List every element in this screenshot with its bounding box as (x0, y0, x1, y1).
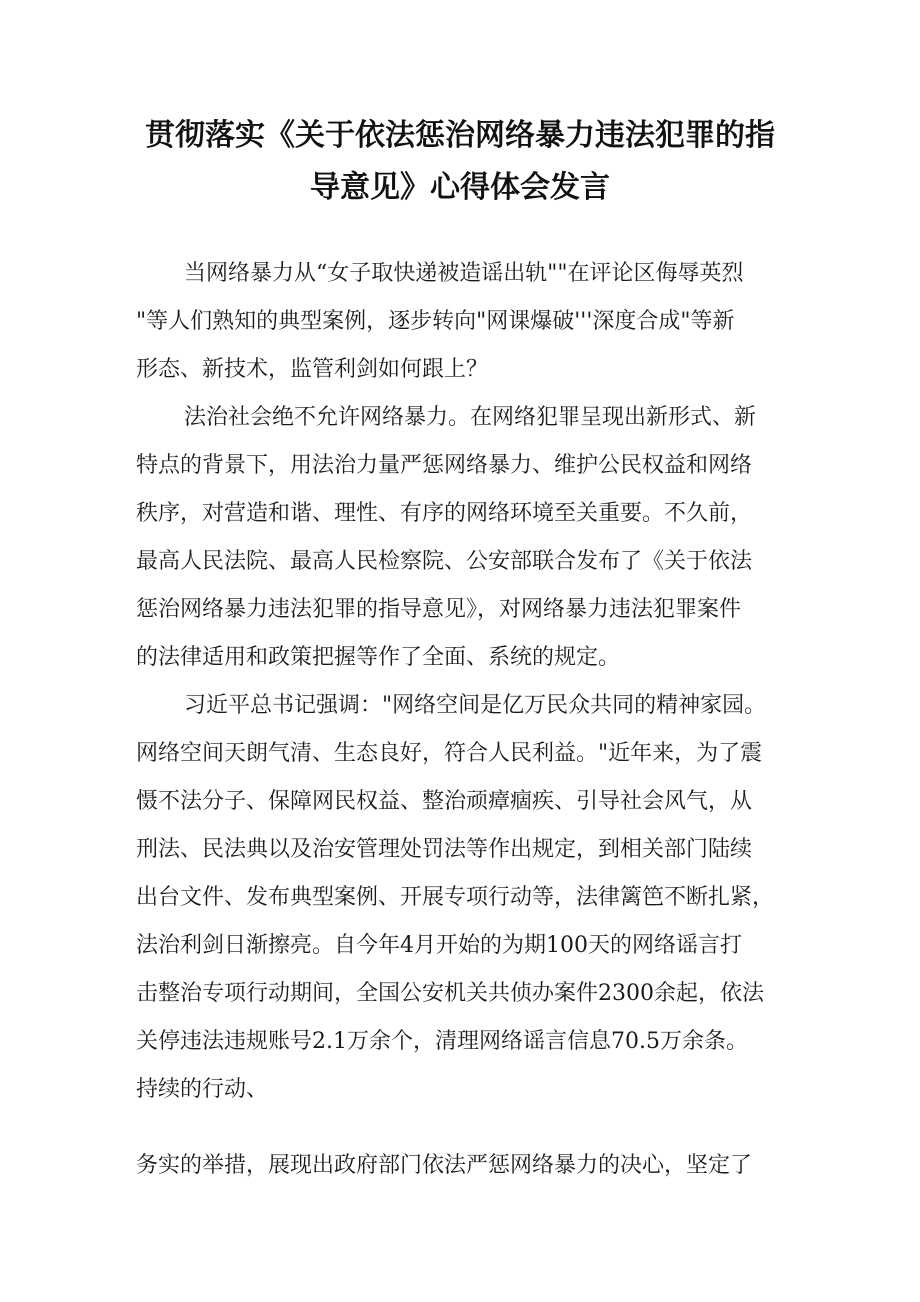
paragraph-line: 秩序，对营造和谐、理性、有序的网络环境至关重要。不久前， (136, 501, 753, 526)
paragraph-line: 刑法、民法典以及治安管理处罚法等作出规定，到相关部门陆续 (136, 837, 753, 862)
page-break-gap (136, 1114, 808, 1142)
paragraph-line: 网络空间天朗气清、生态良好，符合人民利益。"近年来，为了震 (136, 741, 763, 766)
paragraph-line: 务实的举措，展现出政府部门依法严惩网络暴力的决心，坚定了 (136, 1153, 753, 1178)
document-body (136, 250, 808, 1190)
title-line-2: 导意见》心得体会发言 (310, 170, 610, 205)
paragraph-line: 法治社会绝不允许网络暴力。在网络犯罪呈现出新形式、新 (184, 405, 757, 430)
paragraph-line: 最高人民法院、最高人民检察院、公安部联合发布了《关于依法 (136, 549, 753, 574)
paragraph-line: 法治利剑日渐擦亮。自今年4月开始的为期100天的网络谣言打 (136, 933, 742, 958)
paragraph-line: 关停违法违规账号2.1万余个，清理网络谣言信息70.5万余条。 (136, 1029, 748, 1054)
paragraph-line: 特点的背景下，用法治力量严惩网络暴力、维护公民权益和网络 (136, 453, 753, 478)
paragraph-line: "等人们熟知的典型案例，逐步转向"网课爆破'''深度合成"等新 (136, 309, 735, 334)
paragraph-line: 出台文件、发布典型案例、开展专项行动等，法律篱笆不断扎紧， (136, 885, 775, 910)
paragraph-line: 慑不法分子、保障网民权益、整治顽瘴痼疾、引导社会风气，从 (136, 789, 753, 814)
paragraph-line: 习近平总书记强调："网络空间是亿万民众共同的精神家园。 (184, 693, 767, 718)
paragraph-1 (136, 250, 808, 394)
paragraph-line: 持续的行动、 (136, 1077, 269, 1102)
paragraph-3 (136, 682, 808, 1114)
paragraph-line: 惩治网络暴力违法犯罪的指导意见》，对网络暴力违法犯罪案件 (136, 597, 742, 622)
paragraph-line: 当网络暴力从“女子取快递被造谣出轨""在评论区侮辱英烈 (184, 261, 744, 286)
document-title (80, 110, 840, 214)
paragraph-4 (136, 1142, 808, 1190)
paragraph-line: 的法律适用和政策把握等作了全面、系统的规定。 (136, 645, 621, 670)
paragraph-2 (136, 394, 808, 682)
paragraph-line: 形态、新技术，监管利剑如何跟上？ (136, 357, 489, 382)
paragraph-line: 击整治专项行动期间，全国公安机关共侦办案件2300余起，依法 (136, 981, 764, 1006)
title-line-1: 贯彻落实《关于依法惩治网络暴力违法犯罪的指 (145, 118, 775, 153)
